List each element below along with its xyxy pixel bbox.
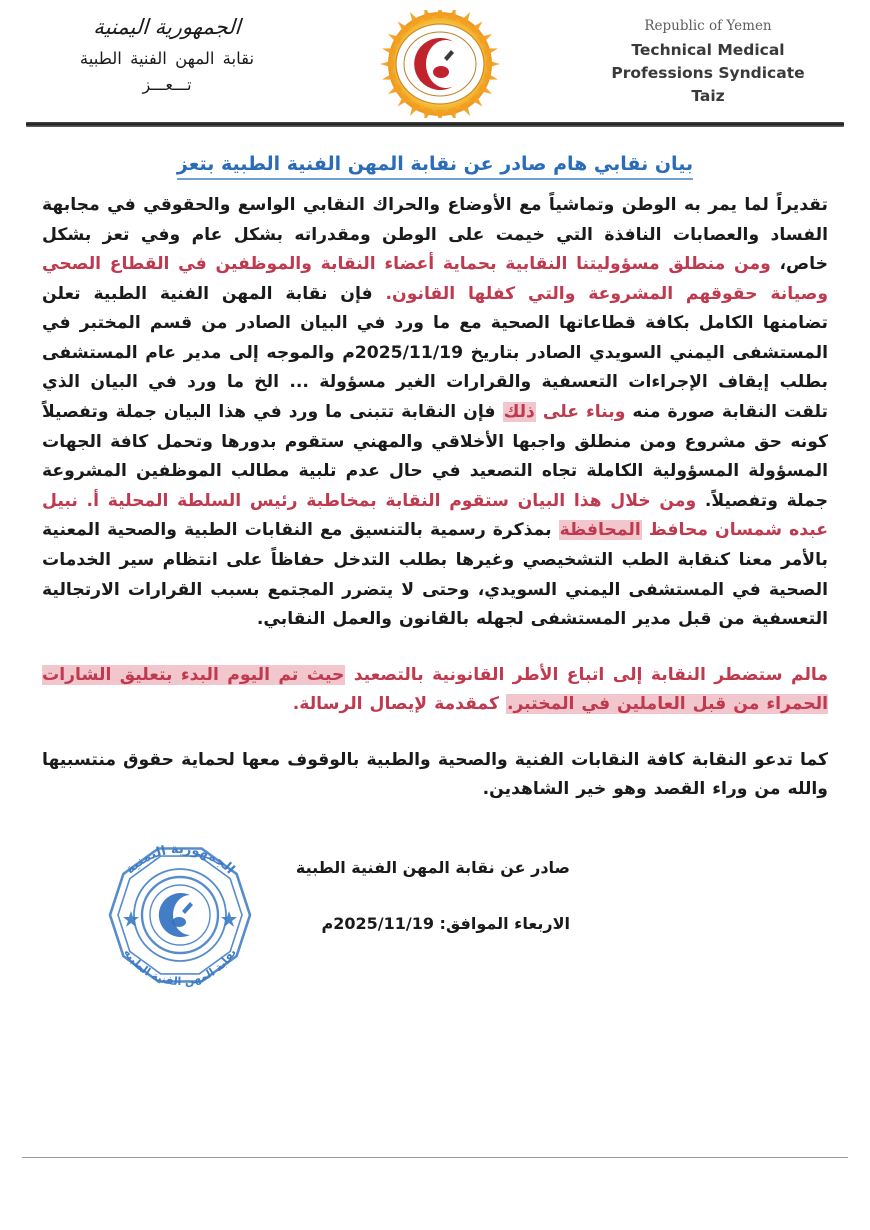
- letterhead-english: [568, 8, 848, 109]
- para1-seg6: فإن النقابة تتبنى ما ورد في هذا البيان جملة وتفصيلاً كونه حق مشروع ومن منطلق واجبها الأخلاقي والمهني ستقوم بدورها وتحمل كافة الجهات المسؤولة المسؤولية الكاملة تجاه التصعيد في حال عدم تلبية مطالب الموظفين المشروعة جملة وتفصيلاً.: [42, 402, 828, 511]
- letterhead-arabic-syndicate: نقابة المهن الفنية الطبية: [79, 48, 255, 68]
- svg-text:نقابة المهن الفنية الطبية: نقابة المهن الفنية الطبية: [121, 946, 239, 988]
- para1-seg1: تقديراً لما يمر به الوطن وتماشياً مع الأوضاع والحراك النقابي الواسع والحقوقي في مجابهة الفساد والعصابات النافذة التي خيمت على الوطن ومقدراته بشكل عام وفي تعز بشكل خاص،: [42, 195, 828, 275]
- header-divider: [26, 122, 844, 127]
- para2-seg2-highlight: حيث تم اليوم البدء بتعليق الشارات الحمراء من قبل العاملين في المختبر.: [42, 664, 828, 715]
- letterhead: [0, 0, 870, 118]
- letterhead-english-country: Republic of Yemen: [644, 18, 772, 34]
- para2-seg3-red: كمقدمة لإيصال الرسالة.: [292, 694, 506, 715]
- svg-text:الجمهورية اليمنية: الجمهورية اليمنية: [122, 841, 238, 878]
- letterhead-english-line2: Professions Syndicate: [611, 64, 805, 83]
- letterhead-arabic: [22, 8, 312, 96]
- document-title-text: بيان نقابي هام صادر عن نقابة المهن الفنية الطبية بتعز: [177, 153, 693, 180]
- para1-seg8-highlight: المحافظة: [559, 520, 641, 541]
- para1-seg2-red: ومن منطلق مسؤوليتنا النقابية بحماية أعضاء النقابة والموظفين في القطاع الصحي وصيانة حقوقهم المشروعة والتي كفلها القانون.: [42, 254, 828, 304]
- paragraph-escalation: [42, 661, 828, 720]
- syndicate-logo: [350, 8, 530, 120]
- para1-seg3: فإن نقابة المهن الفنية الطبية تعلن تضامنها الكامل بكافة قطاعاتها الصحية مع ما ورد في البيان الصادر من قسم المختبر في المستشفى اليمني السويدي الصادر بتاريخ 2025/11/19م والموجه إلى مدير عام المستشفى بطلب إيقاف الإجراءات التعسفية والقرارات الغير مسؤولة ... الخ ما ورد في البيان الذي تلقت النقابة صورة منه: [42, 283, 828, 423]
- para1-seg4-red: وبناء على: [535, 402, 626, 423]
- paragraph-call-to-unions: كما تدعو النقابة كافة النقابات الفنية والصحية والطبية بالوقوف معها لحماية حقوق منتسبيها والله من وراء القصد وهو خير الشاهدين.: [42, 749, 828, 800]
- document-title: [0, 153, 870, 175]
- letterhead-arabic-city: تـــعـــز: [142, 75, 192, 95]
- para1-seg5-highlight: ذلك: [503, 402, 535, 423]
- document-body: [0, 191, 870, 805]
- para1-seg9: بمذكرة رسمية بالتنسيق مع النقابات الطبية والصحية المعنية بالأمر معنا كنقابة الطب التشخيصي وغيرها بطلب التدخل حفاظاً على انتظام سير الخدمات الصحية في المستشفى اليمني السويدي، وحتى لا يتضرر المجتمع بسبب القرارات الارتجالية التعسفية من قبل مدير المستشفى لجهله بالقانون والعمل النقابي.: [42, 520, 828, 630]
- signature-issuer: صادر عن نقابة المهن الفنية الطبية: [295, 857, 570, 877]
- paragraph-main: [42, 191, 828, 635]
- letterhead-english-line1: Technical Medical: [631, 40, 785, 59]
- para1-seg7-red: ومن خلال هذا البيان ستقوم النقابة بمخاطبة رئيس السلطة المحلية أ. نبيل عبده شمسان محافظ: [42, 490, 828, 541]
- footer-divider: [22, 1157, 848, 1158]
- signature-date: الاربعاء الموافق: 2025/11/19م: [321, 913, 570, 933]
- letterhead-english-line3: Taiz: [691, 87, 725, 106]
- signature-block: [296, 855, 570, 936]
- signature-zone: [0, 831, 870, 1011]
- para2-seg1-red: مالم ستضطر النقابة إلى اتباع الأطر القانونية بالتصعيد: [345, 664, 828, 685]
- official-stamp: [90, 831, 270, 999]
- letterhead-arabic-country: الجمهورية اليمنية: [92, 15, 242, 39]
